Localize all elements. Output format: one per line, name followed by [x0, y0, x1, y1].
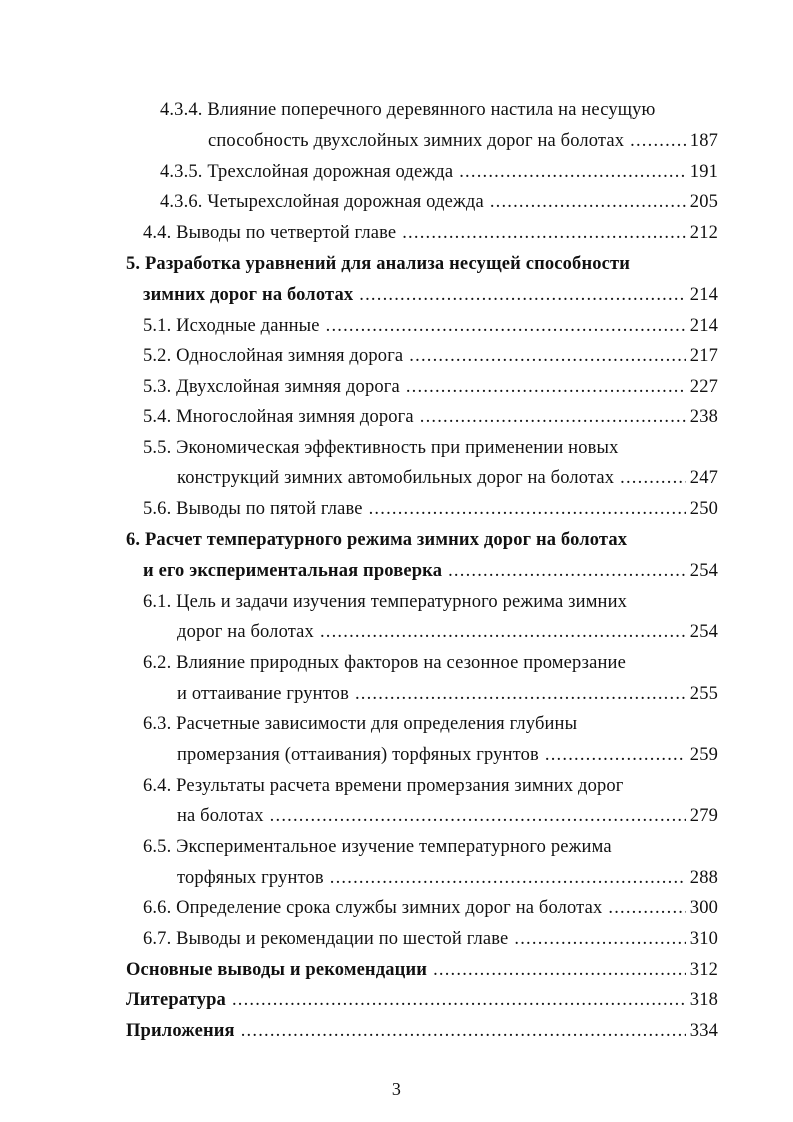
toc-title: Основные выводы и рекомендации: [126, 960, 428, 980]
toc-entry-6-1-line-1: [143, 590, 627, 614]
toc-entry-5-2: [143, 344, 718, 368]
toc-entry-4-3-4-line-2: [208, 129, 718, 153]
toc-page-number: 191: [689, 162, 718, 182]
toc-entry-4-3-4-line-1: [160, 98, 656, 122]
toc-number: 4.3.6.: [160, 192, 203, 212]
toc-title: и его экспериментальная проверка: [143, 561, 443, 581]
toc-number: 5.3.: [143, 377, 172, 397]
toc-title: Литература: [126, 990, 226, 1010]
toc-appendices: [126, 1019, 718, 1043]
toc-page-number: 250: [689, 499, 718, 519]
toc-title: Четырехслойная дорожная одежда: [207, 192, 484, 212]
toc-title: Исходные данные: [176, 316, 320, 336]
toc-references: [126, 988, 718, 1012]
toc-entry-6-3-line-2: [177, 743, 718, 767]
toc-title: Выводы по четвертой главе: [176, 223, 397, 243]
toc-title: Расчетные зависимости для определения глубины: [176, 714, 578, 734]
toc-title: Трехслойная дорожная одежда: [207, 162, 454, 182]
dot-leader: [620, 466, 686, 490]
toc-title: конструкций зимних автомобильных дорог на болотах: [177, 468, 615, 488]
toc-conclusions: [126, 958, 718, 982]
toc-page-number: 247: [689, 468, 718, 488]
toc-title: Выводы по пятой главе: [176, 499, 363, 519]
toc-page-number: 312: [689, 960, 718, 980]
toc-entry-6-6: [143, 896, 718, 920]
toc-page-number: 205: [689, 192, 718, 212]
toc-number: 6.4.: [143, 776, 172, 796]
toc-entry-6-1-line-2: [177, 620, 718, 644]
toc-title: Определение срока службы зимних дорог на болотах: [176, 898, 603, 918]
toc-number: 4.3.4.: [160, 100, 203, 120]
toc-entry-6-3-line-1: [143, 712, 577, 736]
toc-title: Экономическая эффективность при применении новых: [176, 438, 619, 458]
toc-page-number: 288: [689, 868, 718, 888]
toc-title: Цель и задачи изучения температурного режима зимних: [176, 592, 628, 612]
toc-number: 6.3.: [143, 714, 172, 734]
toc-number: 5.6.: [143, 499, 172, 519]
toc-title: и оттаивание грунтов: [177, 684, 349, 704]
toc-page-number: 318: [689, 990, 718, 1010]
toc-number: 6.7.: [143, 929, 172, 949]
toc-number: 6.5.: [143, 837, 172, 857]
toc-entry-6-4-line-2: [177, 804, 718, 828]
toc-page-number: 227: [689, 377, 718, 397]
toc-title: Приложения: [126, 1021, 235, 1041]
dot-leader: [608, 896, 685, 920]
toc-entry-5-4: [143, 405, 718, 429]
toc-title: Результаты расчета времени промерзания зимних дорог: [176, 776, 624, 796]
toc-entry-5-3: [143, 375, 718, 399]
dot-leader: [402, 221, 686, 245]
toc-page-number: 238: [689, 407, 718, 427]
toc-chapter-6-line-1: [126, 528, 627, 552]
toc-entry-5-5-line-2: [177, 466, 718, 490]
toc-number: 6.1.: [143, 592, 172, 612]
toc-title: способность двухслойных зимних дорог на болотах: [208, 131, 625, 151]
toc-title: Двухслойная зимняя дорога: [176, 377, 400, 397]
toc-page-number: 217: [689, 346, 718, 366]
toc-number: 6.: [126, 530, 141, 550]
toc-title: Многослойная зимняя дорога: [176, 407, 414, 427]
dot-leader: [409, 344, 686, 368]
dot-leader: [545, 743, 686, 767]
toc-number: 5.5.: [143, 438, 172, 458]
toc-title: Разработка уравнений для анализа несущей способности: [144, 254, 631, 274]
toc-entry-6-2-line-2: [177, 682, 718, 706]
toc-entry-6-5-line-1: [143, 835, 612, 859]
dot-leader: [326, 314, 686, 338]
toc-page-number: 254: [689, 561, 718, 581]
toc-page-number: 334: [689, 1021, 718, 1041]
toc-entry-6-2-line-1: [143, 651, 626, 675]
toc-title: Однослойная зимняя дорога: [176, 346, 404, 366]
toc-page-number: 212: [689, 223, 718, 243]
toc-page-number: 254: [689, 622, 718, 642]
dot-leader: [241, 1019, 686, 1043]
dot-leader: [330, 866, 686, 890]
page-number: 3: [391, 1079, 402, 1099]
toc-entry-4-3-5: [160, 160, 718, 184]
toc-entry-4-3-6: [160, 190, 718, 214]
toc-page-number: 187: [689, 131, 718, 151]
dot-leader: [270, 804, 686, 828]
dot-leader: [459, 160, 686, 184]
toc-title: торфяных грунтов: [177, 868, 324, 888]
toc-entry-6-5-line-2: [177, 866, 718, 890]
toc-page-number: 214: [689, 285, 718, 305]
toc-number: 6.2.: [143, 653, 172, 673]
dot-leader: [369, 497, 686, 521]
toc-entry-6-7: [143, 927, 718, 951]
toc-entry-5-6: [143, 497, 718, 521]
toc-page-number: 214: [689, 316, 718, 336]
toc-number: 4.4.: [143, 223, 172, 243]
toc-number: 5.2.: [143, 346, 172, 366]
toc-title: на болотах: [177, 806, 264, 826]
toc-number: 4.3.5.: [160, 162, 203, 182]
dot-leader: [420, 405, 686, 429]
dot-leader: [406, 375, 686, 399]
toc-entry-4-4: [143, 221, 718, 245]
dot-leader: [448, 559, 686, 583]
toc-title: Влияние природных факторов на сезонное промерзание: [176, 653, 626, 673]
toc-number: 5.4.: [143, 407, 172, 427]
toc-chapter-6-line-2: [143, 559, 718, 583]
toc-title: зимних дорог на болотах: [143, 285, 354, 305]
toc-entry-6-4-line-1: [143, 774, 624, 798]
toc-title: промерзания (оттаивания) торфяных грунтов: [177, 745, 539, 765]
dot-leader: [514, 927, 685, 951]
toc-number: 5.: [126, 254, 141, 274]
toc-title: Выводы и рекомендации по шестой главе: [176, 929, 509, 949]
dot-leader: [320, 620, 686, 644]
toc-title: Влияние поперечного деревянного настила на несущую: [207, 100, 656, 120]
toc-entry-5-5-line-1: [143, 436, 619, 460]
dot-leader: [433, 958, 686, 982]
toc-title: Расчет температурного режима зимних дорог на болотах: [144, 530, 628, 550]
dot-leader: [355, 682, 686, 706]
toc-title: Экспериментальное изучение температурного режима: [176, 837, 612, 857]
toc-chapter-5-line-1: [126, 252, 630, 276]
toc-page-number: 255: [689, 684, 718, 704]
toc-page-number: 279: [689, 806, 718, 826]
toc-page-number: 300: [689, 898, 718, 918]
toc-page-number: 310: [689, 929, 718, 949]
dot-leader: [630, 129, 686, 153]
toc-title: дорог на болотах: [177, 622, 314, 642]
dot-leader: [359, 283, 686, 307]
toc-chapter-5-line-2: [143, 283, 718, 307]
toc-number: 6.6.: [143, 898, 172, 918]
toc-page-number: 259: [689, 745, 718, 765]
dot-leader: [232, 988, 686, 1012]
dot-leader: [490, 190, 686, 214]
toc-number: 5.1.: [143, 316, 172, 336]
toc-entry-5-1: [143, 314, 718, 338]
